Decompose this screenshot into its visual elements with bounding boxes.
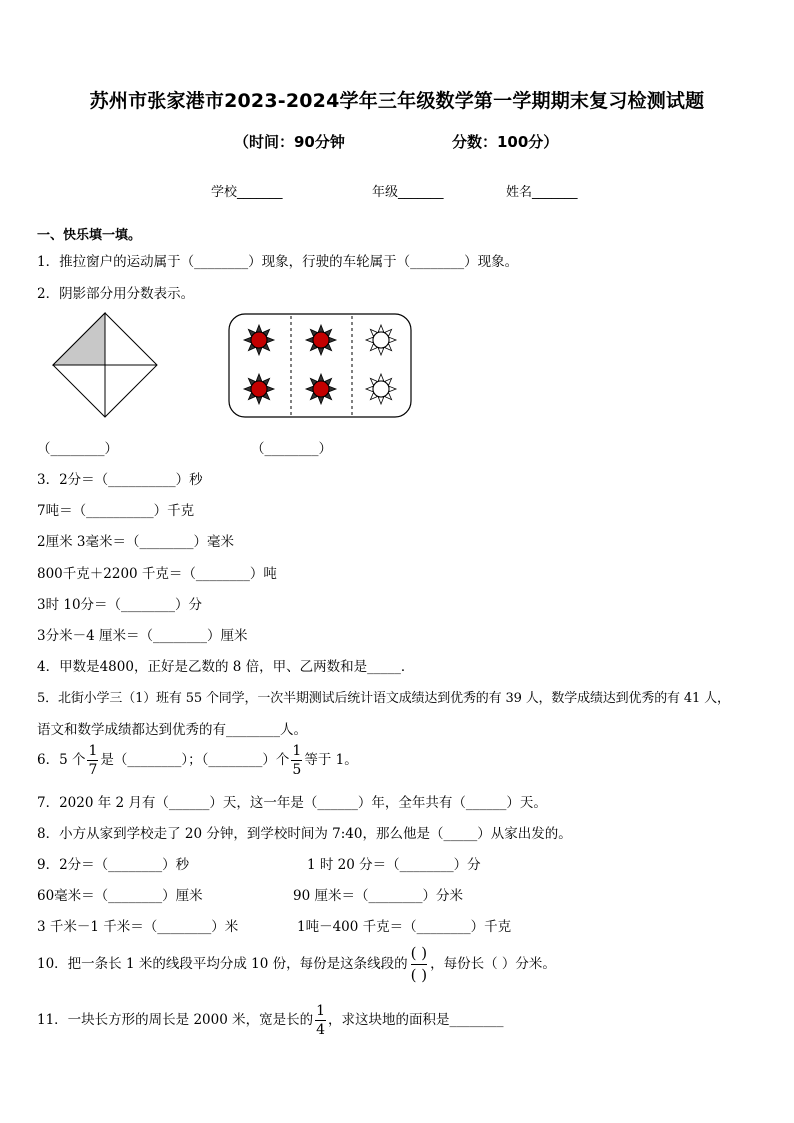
name-field: 姓名_______ (506, 185, 578, 200)
q10-text-pre: 10．把一条长 1 米的线段平均分成 10 份，每份是这条线段的 (37, 956, 408, 972)
question-5-line-2: 语文和数学成绩都达到优秀的有________人。 (37, 722, 307, 738)
question-6 (37, 744, 358, 777)
question-9-c2: 1吨－400 千克＝（________）千克 (297, 919, 512, 935)
exam-time: （时间：90分钟 (234, 133, 345, 151)
question-1: 1．推拉窗户的运动属于（________）现象，行驶的车轮属于（________）现象。 (37, 254, 519, 270)
q11-text-pre: 11．一块长方形的周长是 2000 米，宽是长的 (37, 1012, 314, 1028)
red-sun-icon (244, 325, 274, 355)
question-9-b2: 90 厘米＝（________）分米 (293, 888, 463, 904)
q6-text-post: 等于 1。 (304, 752, 358, 768)
question-8: 8．小方从家到学校走了 20 分钟，到学校时间为 7:40，那么他是（_____）从家出发的。 (37, 826, 572, 842)
question-4: 4．甲数是4800，正好是乙数的 8 倍，甲、乙两数和是_____． (37, 659, 415, 675)
question-3-a: 3．2分＝（__________）秒 (37, 472, 203, 488)
fraction-blank[interactable]: ( ) ( ) (410, 944, 428, 984)
q10-text-post: ，每份长（ ）分米。 (430, 956, 556, 972)
white-sun-icon (366, 374, 396, 404)
red-sun-icon (306, 374, 336, 404)
question-3-d: 800千克＋2200 千克＝（________）吨 (37, 566, 277, 582)
q11-text-post: ，求这块地的面积是________ (328, 1012, 504, 1028)
page-title: 苏州市张家港市2023-2024学年三年级数学第一学期期末复习检测试题 (89, 90, 705, 112)
question-10 (37, 946, 556, 983)
q2-answer-b[interactable]: （________） (251, 441, 332, 457)
square-diagram (52, 312, 158, 418)
section-heading: 一、快乐填一填。 (37, 228, 142, 243)
exam-score: 分数：100分） (452, 133, 559, 151)
grade-field: 年级_______ (372, 185, 444, 200)
question-11 (37, 1004, 504, 1037)
question-3-f: 3分米－4 厘米＝（________）厘米 (37, 628, 248, 644)
question-9-c1: 3 千米－1 千米＝（________）米 (37, 919, 239, 935)
question-3-c: 2厘米 3毫米＝（________）毫米 (37, 534, 234, 550)
fraction-one-fifth: $\frac{1}{5}$ (292, 743, 302, 778)
school-field: 学校_______ (211, 185, 283, 200)
red-sun-icon (306, 325, 336, 355)
sun-diagram (228, 313, 412, 419)
question-5-line-1: 5．北街小学三（1）班有 55 个同学，一次半期测试后统计语文成绩达到优秀的有 39 人，数学成绩达到优秀的有 41 人， (37, 691, 730, 706)
question-9-b1: 60毫米＝（________）厘米 (37, 888, 203, 904)
red-sun-icon (244, 374, 274, 404)
question-9-a1: 9．2分＝（________）秒 (37, 857, 190, 873)
fraction-one-quarter: $\frac{1}{4}$ (316, 1003, 326, 1038)
question-3-e: 3时 10分＝（________）分 (37, 597, 203, 613)
question-7: 7．2020 年 2 月有（______）天，这一年是（______）年，全年共有（______）天。 (37, 795, 547, 811)
question-9-a2: 1 时 20 分＝（________）分 (307, 857, 481, 873)
white-sun-icon (366, 325, 396, 355)
q6-text-pre: 6．5 个 (37, 752, 86, 768)
question-2: 2．阴影部分用分数表示。 (37, 286, 195, 302)
shaded-region (53, 313, 105, 365)
question-3-b: 7吨＝（__________）千克 (37, 503, 195, 519)
q2-answer-a[interactable]: （________） (37, 441, 118, 457)
fraction-one-seventh: $\frac{1}{7}$ (88, 743, 98, 778)
q6-text-mid: 是（________）；（________）个 (100, 752, 290, 768)
